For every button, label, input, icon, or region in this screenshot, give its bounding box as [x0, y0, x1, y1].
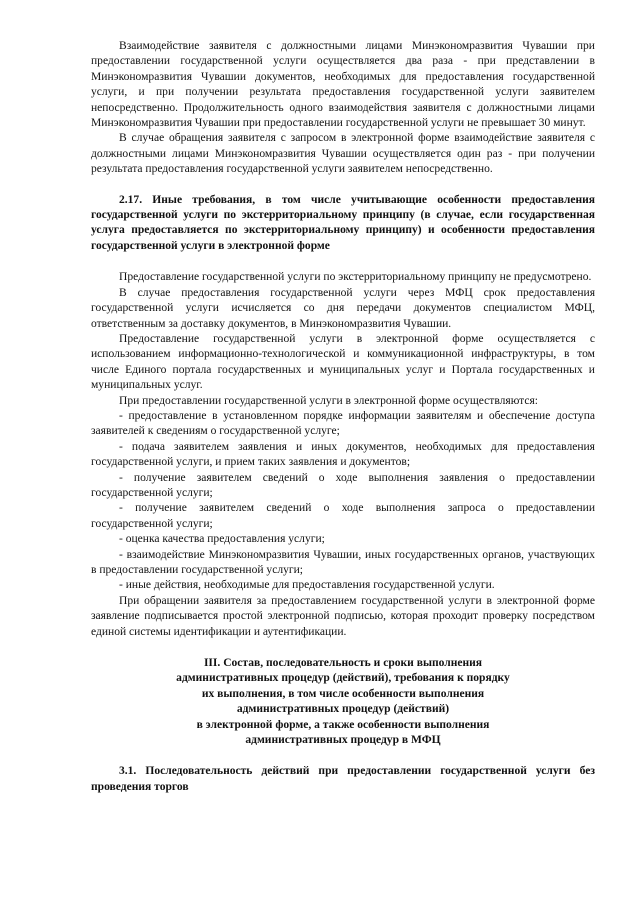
- list-item: - предоставление в установленном порядке информации заявителям и обеспечение доступа заявителей к сведениям о государственной услуге;: [91, 409, 595, 438]
- list-item: - подача заявителем заявления и иных документов, необходимых для предоставления государственной услуги, и прием таких заявления и документов;: [91, 440, 595, 469]
- list-item: - взаимодействие Минэкономразвития Чувашии, иных государственных органов, участвующих в предоставлении государственной услуги;: [91, 548, 595, 576]
- list-item: - иные действия, необходимые для предоставления государственной услуги.: [119, 579, 495, 592]
- section-title-line: III. Состав, последовательность и сроки выполнения: [203, 657, 483, 670]
- paragraph-interaction: Взаимодействие заявителя с должностными лицами Минэкономразвития Чувашии при предоставлении государственной услуги осуществляется два раза - при представлении в Минэкономразвития Чувашии документов, необходимых для предоставления государственной услуги, и при получении результата предоставления государственной услуги заявителем непосредственно. Продолжительность одного взаимодействия заявителя с должностными лицами Минэкономразвития Чувашии при предоставлении государственной услуги не превышает 30 минут.: [91, 40, 595, 130]
- paragraph-electronic-actions: При предоставлении государственной услуги в электронной форме осуществляются:: [119, 394, 539, 407]
- paragraph-electronic-form: Предоставление государственной услуги в электронной форме осуществляется с использованием информационно-технологической и коммуникационной инфраструктуры, в том числе Единого портала государственных и муниципальных услуг и Портала государственных и муниципальных услуг.: [91, 332, 595, 392]
- section-title-line: в электронной форме, а также особенности выполнения: [196, 718, 490, 731]
- list-item: - получение заявителем сведений о ходе выполнения запроса о предоставлении государственной услуги;: [91, 502, 595, 530]
- paragraph-extraterritorial: Предоставление государственной услуги по экстерриториальному принципу не предусмотрено.: [119, 271, 592, 284]
- section-heading-3-1: 3.1. Последовательность действий при предоставлении государственной услуги без проведения торгов: [91, 765, 595, 793]
- list-item: - оценка качества предоставления услуги;: [119, 533, 325, 546]
- document-page: [91, 39, 595, 795]
- paragraph-signature: При обращении заявителя за предоставлением государственной услуги в электронной форме заявление подписывается простой электронной подписью, которая проходит проверку посредством единой системы идентификации и аутентификации.: [91, 594, 595, 638]
- section-title-line: административных процедур в МФЦ: [245, 734, 441, 747]
- section-heading-2-17: 2.17. Иные требования, в том числе учитывающие особенности предоставления государственной услуги по экстерриториальному принципу (в случае, если государственная услуга предоставляется по экстерриториальному принципу) и особенности предоставления государственной услуги в электронной форме: [91, 193, 595, 252]
- section-title-iii: [91, 656, 595, 748]
- paragraph-mfc-term: В случае предоставления государственной услуги через МФЦ срок предоставления государственной услуги исчисляется со дня передачи документов специалистом МФЦ, ответственным за доставку документов, в Минэкономразвития Чувашии.: [91, 286, 595, 330]
- list-item: - получение заявителем сведений о ходе выполнения заявления о предоставлении государственной услуги;: [91, 471, 595, 499]
- section-title-line: административных процедур (действий): [236, 703, 450, 716]
- paragraph-electronic-request: В случае обращения заявителя с запросом в электронной форме взаимодействие заявителя с должностными лицами Минэкономразвития Чувашии осуществляется один раз - при получении результата предоставления государственной услуги заявителем непосредственно.: [91, 132, 595, 176]
- section-title-line: их выполнения, в том числе особенности выполнения: [201, 687, 485, 700]
- section-title-line: административных процедур (действий), требования к порядку: [176, 672, 510, 685]
